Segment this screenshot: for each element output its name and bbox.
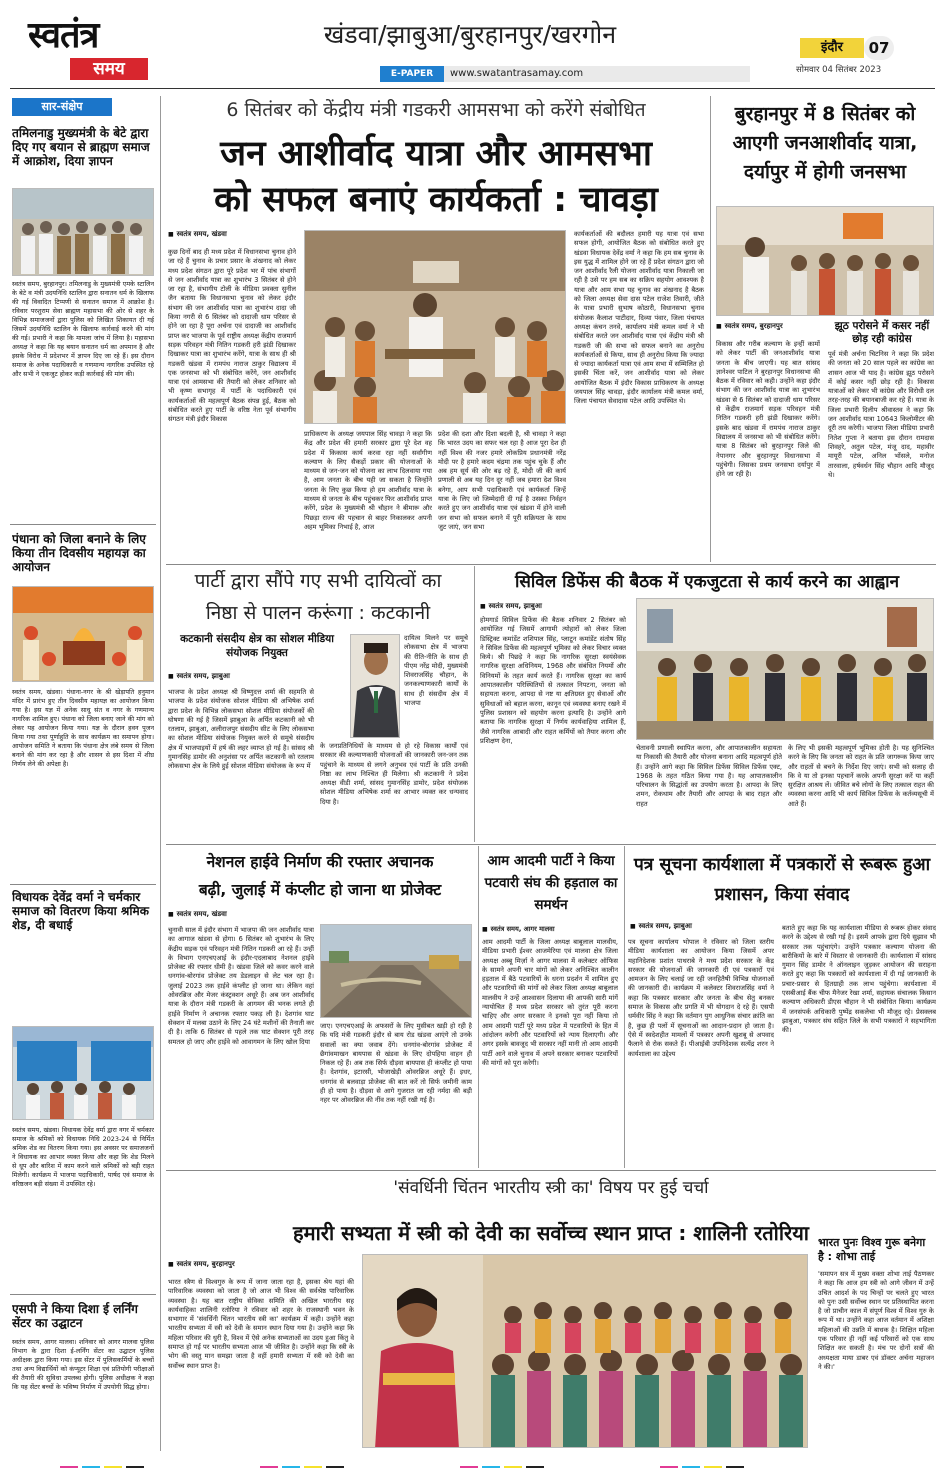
shalini-kicker: 'संवर्धिनी चिंतन भारतीय स्त्री का' विषय पर हुई चर्चा	[393, 1178, 709, 1198]
shalini-sidebar-box	[816, 1234, 936, 1448]
issue-date: सोमवार 04 सितंबर 2023	[796, 65, 882, 75]
sidebar-divider	[10, 524, 156, 525]
civil-defence-story	[478, 568, 936, 840]
shalini-side-headline: भारत पुनः विश्व गुरू बनेगा है : शोभा ताई	[818, 1236, 926, 1263]
section-rule	[166, 1170, 936, 1171]
sidebar-story2-photo	[12, 586, 154, 682]
highway-byline: ■ स्वतंत्र समय, खंडवा	[168, 910, 227, 919]
masthead	[0, 0, 945, 90]
sidebar-divider	[10, 1294, 156, 1295]
group-photo-image	[13, 189, 154, 276]
aap-story	[482, 848, 620, 1166]
training-photo-image	[637, 599, 934, 740]
highway-column-1: चुनावी साल में इंदौर संभाग में भाजपा की जन आशीर्वाद यात्रा का आगाज खंडवा से होगा। 6 सितंबर को शुभारंभ के लिए केंद्रीय सड़क एवं परिवहन मंत्री नितिन गडकरी आ रहे हैं। उन्हीं के विभाग एनएचएआई के इंदौर-एदलाबाद नेशनल हाईवे प्रोजेक्ट की रफ्तार धीमी है। खंडवा जिले को कवर करने वाले धनगांव-बोरगांव प्रोजेक्ट तय डेडलाइन से लेट चल रहा है। जुलाई 2023 तक हाईवे कंप्लीट हो जाना था। लेकिन वहां ओवरब्रिज और मेजर कंस्ट्रक्शन अधूरे हैं। अब जन आशीर्वाद यात्रा के दौरान मंत्री गडकरी के आगमन की भनक लगते ही हाईवे निर्माण ने अचानक रफ्तार पकड़ ली है। देशगांव घाट सेक्शन में मलबा उठाने के लिए 24 घंटे मशीनों की तैनाती कर दी है। ताकि 6 सितंबर से पहले तक घाट सेक्शन पूरी तरह समतल हो जाए और हाईवे को आवागमन के लिए खोल दिया	[168, 926, 314, 1046]
highway-story	[166, 848, 474, 1166]
highway-right-rule	[478, 846, 479, 1168]
sidebar-story4-headline: एसपी ने किया दिशा ई लर्निंग सेंटर का उद्घाटन	[12, 1302, 138, 1330]
katkani-column-1: भाजपा के प्रदेश अध्यक्ष श्री विष्णुदत्त शर्मा की सहमति से भाजपा के प्रदेश संयोजक सोशल मीडिया श्री अभिषेक शर्मा द्वारा प्रदेश के विभिन्न लोकसभा सोशल मीडिया संयोजकों की घोषणा की गई है जिसमें झाबुआ के अर्पित कटकानी को भी रतलाम, झाबुआ, अलीराजपुर संसदीय सीट के लिए लोकसभा का सोशल मीडिया संयोजक नियुक्त करने से समूचे संसदीय क्षेत्र में भाजपाइयों में हर्ष की लहर व्याप्त हो गई है। सांसद श्री गुमानसिंह डामोर की अनुशंसा पर अर्पित कटकानी को रतलाम लोकसभा क्षेत्र के लिये हुई सोशल मीडिया संयोजक के रूप में	[168, 688, 314, 771]
cities-banner: खंडवा/झाबुआ/बुरहानपुर/खरगोन	[323, 20, 617, 49]
highway-headline-line2: बढ़ी, जुलाई में कंप्लीट हो जाना था प्रोजेक्ट	[198, 881, 442, 899]
edition-name: इंदौर	[800, 38, 864, 58]
logo-top: स्वतंत्र	[28, 15, 99, 56]
sidebar-story3-text: स्वतंत्र समय, खंडवा। विधायक देवेंद्र वर्मा द्वारा नगर में चर्मकार समाज के श्रमिकों को विधायक निधि 2023-24 से निर्मित श्रमिक शेड का वितरण किया गया। इस अवसर पर समाजजनों ने विधायक का आभार व्यक्त किया और कहा कि शेड मिलने से धूप और बारिश में काम करने वाले श्रमिकों को बड़ी राहत मिलेगी। कार्यक्रम में भाजपा पदाधिकारी, पार्षद एवं समाज के वरिष्ठजन बड़ी संख्या में उपस्थित रहे।	[12, 1126, 154, 1188]
aap-headline: आम आदमी पार्टी ने किया पटवारी संघ की हड़ताल का समर्थन	[484, 853, 618, 913]
lead-column-4: कार्यकर्ताओं की बदौलत हमारी यह यात्रा एवं सभा सफल होगी, आयोजित बैठक को संबोधित करते हुए खंडवा विधायक देवेंद्र वर्मा ने कहा कि हम सब चुनाव के इस युद्ध में शामिल होने जा रहे हैं प्रदेश संगठन द्वारा जो जन आशीर्वाद रैली योजना आशीर्वाद यात्रा निकाली जा रही है उसे पर हम सब का सक्रिय सहयोग आवश्यक है यात्रा और आम सभा यह चुनाव का शंखनाद है बैठक को जिला अध्यक्ष सेवा दास पटेल राजेश तिवारी, जीते के यात्रा प्रभारी सुभाष कोठारी, विधानसभा चुनाव संयोजक कैलाश पाटीदार, दिव्या पंवार, जिला पंचायत अध्यक्ष कंचन तनवे, कार्यालय मंत्री कमल वर्मा ने भी संबोधित करते जन आशीर्वाद यात्रा एवं केंद्रीय मंत्री श्री गडकरी जी की सभा को सफल बनाने का अनुरोध कार्यकर्ताओं से किया, साथ ही अनुरोध किया कि ज्यादा से ज्यादा कार्यकर्ता यात्रा एवं आम सभा में सम्मिलित हो इसकी चिंता करें, जन आशीर्वाद यात्रा को लेकर आयोजित बैठक में इंदौर विकास प्राधिकरण के अध्यक्ष जयपाल सिंह चावड़ा, इंदौर कार्यालय मंत्री कमल वर्मा, जिला पंचायत सेवादास पटेल आदि उपस्थित थे।	[574, 230, 704, 406]
sidebar-story1-photo	[12, 188, 154, 276]
katkani-column-2a: दायित्व मिलने पर समूचे लोकसभा क्षेत्र में भाजपा की रीति-नीति के साथ ही पीएम नरेंद्र मोदी, मुख्यमंत्री शिवराजसिंह चौहान, के जनकल्याणकारी कार्यों के साथ ही संसदीय क्षेत्र में भाजपा	[404, 634, 468, 708]
logo-bottom: समय	[70, 58, 148, 80]
aap-right-rule	[624, 846, 625, 1168]
audience-photo-image	[363, 1255, 808, 1448]
shalini-story	[166, 1174, 936, 1452]
shalini-column-1: भारत स्त्रैण से विश्वगुरु के रूप में जाना जाता रहा है, इसका श्रेय यहां की पारिवारिक व्यवस्था को जाता है जो आज भी विश्व की सर्वश्रेष्ठ पारिवारिक व्यवस्था है। यह बात राष्ट्रीय सेविका समिति की अखिल भारतीय सह कार्यवाहिका शालिनी रतोरिया ने रविवार को शहर के राजस्थानी भवन के सभागार में 'संवर्धिनी चिंतन भारतीय स्त्री का' कार्यक्रम में कही। उन्होंने कहा भारतीय सभ्यता में स्त्री को देवी के समान स्थान दिया गया है। उन्होंने कहा कि महिला परिवार की धुरी है, विश्व में ऐसे अनेक सभ्यताओं का उदय हुआ किंतु वे समाप्त हो गईं पर भारतीय सभ्यता आज भी जीवित है। उन्होंने कहा कि स्त्री के भोग की वस्तु मान समझा जाता है वहीं हमारी सभ्यता में स्त्री को देवी का सर्वोच्च स्थान प्राप्त है।	[168, 1278, 354, 1370]
sidebar-story3-photo	[12, 1026, 154, 1120]
civil-column-3: के लिए भी इसकी महत्वपूर्ण भूमिका होती है। यह सुनिश्चित करने के लिए कि जनता को राहत के प्रति जागरूक किया जाए और राहतों से बचने के निर्देश दिए जाएं। सभी को सलाह दी कि वे या तो इनका पहचानें करके अपनी सुरक्षा करें या कहीं सुरक्षित आश्रय लें। जीवित बचे लोगों के लिए तत्काल राहत की व्यवस्था करना आदि भी कार्य सिविल डिफेंस के कर्तव्यसूची में आते हैं।	[788, 744, 934, 808]
lead-photo	[304, 230, 566, 424]
press-headline: पत्र सूचना कार्यशाला में पत्रकारों से रूबरू हुआ प्रशासन, किया संवाद	[633, 855, 931, 905]
sidebar-story4-text: स्वतंत्र समय, आगर मालवा। शनिवार को आगर मालवा पुलिस विभाग के द्वारा दिशा ई-लर्निंग सेंटर का उद्घाटन पुलिस अधीक्षक द्वारा किया गया। इस सेंटर में पुलिसकर्मियों के बच्चों तथा अन्य विद्यार्थियों को कंप्यूटर शिक्षा एवं प्रतियोगी परीक्षाओं की तैयारी की सुविधा उपलब्ध होगी। पुलिस अधीक्षक ने कहा कि यह सेंटर बच्चों के भविष्य निर्माण में उपयोगी सिद्ध होगा।	[12, 1338, 154, 1391]
highway-headline-line1: नेशनल हाईवे निर्माण की रफ्तार अचानक	[206, 853, 434, 871]
sidebar-story2-headline: पंधाना को जिला बनाने के लिए किया तीन दिवसीय महायज्ञ का आयोजन	[12, 532, 146, 574]
civil-byline: ■ स्वतंत्र समय, झाबुआ	[480, 602, 542, 611]
sidebar-story1-headline: तमिलनाडु मुख्यमंत्री के बेटे द्वारा दिए गए बयान से ब्राह्मण समाज में आक्रोश, दिया ज्ञापन	[12, 126, 150, 168]
shalini-photo	[362, 1254, 808, 1448]
epaper-bar	[380, 66, 750, 82]
burhanpur-column-1: विकास और गरीब कल्याण के इन्हीं कामों को लेकर पार्टी की जनआशीर्वाद यात्रा जनता के बीच जाएगी। यह बात सांसद ज्ञानेश्वर पाटिल ने बुरहानपुर विधानसभा की बैठक में रविवार को कही। उन्होंने कहा इंदौर संभाग की जन आशीर्वाद यात्रा का शुभारंभ खंडवा से 6 सितंबर को दादाजी धाम परिसर से केंद्रीय राजमार्ग सड़क परिवहन मंत्री नितिन गडकरी हरी झंडी दिखाकर करेंगे। इसके बाद खंडवा में रामपंथ नाराज ठाकुर विद्यालय में जनसभा को भी संबोधित करेंगे। यात्रा 8 सितंबर को बुरहानपुर जिले की नेपानगर और बुरहानपुर विधानसभा में पहुंचेगी। जिसका प्रथम जनसभा दर्यापुर में होने जा रही है।	[716, 340, 820, 479]
lead-column-3: प्रदेश की दशा और दिशा बदली है, श्री चावड़ा ने कहा कि भारत उदय का सफर चल रहा है आज पूरा देश ही नहीं विश्व की नजर हमारे लोकप्रिय प्रधानमंत्री नरेंद्र मोदी पर है हमारे कदम चंद्रमा तक पहुंच चुके हैं और अब हम सूर्य की ओर बढ़ रहे हैं, मोदी जी की कार्य प्रणाली से अब यह दिन दूर नहीं जब हमारा देश विश्व बनेगा, आप सभी पदाधिकारी एवं कार्यकर्ता जिन्हें यात्रा के लिए जो जिम्मेदारी दी गई है उसका निर्वहन करते हुए जन आशीर्वाद यात्रा एवं खंडवा में होने वाली जन सभा को सफल बनाने में पूरी सक्रियता के साथ जुट जाएं, जन सभा	[438, 430, 566, 531]
sidebar-story3-headline: विधायक देवेंद्र वर्मा ने चर्मकार समाज को वितरण किया श्रमिक शेड, दी बधाई	[12, 890, 149, 932]
press-column-1: पत्र सूचना कार्यालय भोपाल ने रविवार को जिला स्तरीय मीडिया कार्यशाला का आयोजन किया जिसमें अपर महानिदेशक प्रशांत पाथराबे ने मध्य प्रदेश सरकार के केंद्र सरकार की योजनाओं की जानकारी दी एवं पत्रकारों एवं आमजन के लिए चलाई जा रही जनहितैषी विभिन्न योजनाओं की जानकारी दी। कार्यक्रम में कलेक्टर शिवराजसिंह वर्मा ने कहा कि पत्रकार सरकार और जनता के बीच सेतु बनकर समाज के विकास और प्रगति में भी योगदान दे रहे हैं। एसपी धर्मवीर सिंह ने कहा कि वर्तमान युग आधुनिक संचार क्रांति का है, कुछ ही पलों में सूचनाओं का आदान-प्रदान हो जाता है। ऐसे में स्वदेशहीत मामलों में पत्रकार अपनी खुशबू से अपवाद फैलाने से रोक सकते हैं। पीआईबी उपनिदेशक सत्येंद्र शरन ने कार्यशाला का उद्देश्य	[628, 938, 774, 1058]
aap-column-1: आम आदमी पार्टी के जिला अध्यक्ष बाबूलाल मालवीय, मीडिया प्रभारी ईश्वर आजमेरिया एवं मालवा क्षेत्र जिला अध्यक्ष अब्बू मिर्ज़ा ने आगर मालवा में कलेक्टर ऑफिस के सामने अपनी चार मांगों को लेकर अनिश्चित कालीन हड़ताल में बैठे पटवारियों के धरना प्रदर्शन में शामिल हुए और पटवारियों की मांगों को लेकर जिला अध्यक्ष बाबूलाल मालवीय ने उन्हें आश्वासन दिलाया की आपकी सारी मांगें न्यायोचित हैं मध्य प्रदेश सरकार को तुरंत पूरी करना चाहिए और अगर सरकार ने इनको पूरा नहीं किया तो आम आदमी पार्टी पूरे मध्य प्रदेश में पटवारियों के हित में आंदोलन करेगी और पटवारियों को न्याय दिलाएगी। और अगर इसके बावजूद भी सरकार नहीं मानी तो आम आदमी पार्टी आने वाले चुनाव में अपने सरकार बनाकर पटवारियों की मांगों को पूरा करेगी।	[482, 938, 618, 1067]
sidebar-story2-text: स्वतंत्र समय, खंडवा। पंधाना-नगर के श्री खेड़ापति हनुमान मंदिर में प्रारंभ हुए तीन दिवसीय महायज्ञ का आयोजन किया गया है। इस यज्ञ में अनेक साधु संत व नगर के गणमान्य नागरिक शामिल हुए। पंधाना को जिला बनाए जाने की मांग को लेकर यह आयोजन किया गया। यज्ञ के दौरान हवन पूजन किया गया तथा पूर्णाहुति के साथ कार्यक्रम का समापन होगा। आयोजन समिति ने बताया कि पंधाना क्षेत्र लंबे समय से जिला बनाने की मांग कर रहा है और शासन से इस दिशा में शीघ्र निर्णय लेने की अपेक्षा है।	[12, 688, 154, 768]
highway-photo	[320, 924, 472, 1018]
katkani-story	[166, 568, 470, 840]
burhanpur-headline: बुरहानपुर में 8 सितंबर को आएगी जनआशीर्वाद यात्रा, दर्यापुर में होगी जनसभा	[732, 103, 918, 183]
sidebar-column-rule	[160, 96, 161, 1451]
portrait-image	[351, 635, 400, 738]
katkani-headline: निष्ठा से पालन करूंगा : कटकानी	[205, 602, 431, 624]
construction-photo-image	[321, 925, 472, 1018]
lead-byline: ■ स्वतंत्र समय, खंडवा	[168, 230, 227, 239]
katkani-right-rule	[474, 566, 475, 842]
sidebar-story1-text: स्वतंत्र समय, बुरहानपुर। तमिलनाडु के मुख्यमंत्री एमके स्टालिन के बेटे व मंत्री उदयनिधि स्टालिन द्वारा सनातन धर्म के खिलाफ की गई विवादित टिप्पणी से सनातन समाज में आक्रोश है। रविवार परशुराम सेवा ब्राह्मण महासभा की ओर से शहर के विभिन्न समाजजनों द्वारा पुलिस को लिखित शिकायत दी गई जिसमें उदयनिधि स्टालिन के खिलाफ कार्रवाई करने की मांग की गई। प्रभारी ने कहा कि मामला जांच में लिया है। महासभा अध्यक्ष ने कहा कि यह बयान सनातन धर्म का अपमान है और इसके विरोध में प्रदेशभर में ज्ञापन दिए जा रहे हैं। इस दौरान समाज के अनेक पदाधिकारी व गणमान्य नागरिक उपस्थित रहे और सभी ने एकजुट होकर कड़ी कार्रवाई की मांग की।	[12, 280, 154, 378]
civil-headline: सिविल डिफेंस की बैठक में एकजुटता से कार्य करने का आह्वान	[514, 572, 900, 592]
section-rule	[166, 564, 936, 565]
shed-photo-image	[13, 1027, 154, 1120]
burhanpur-column-2: पूर्व मंत्री अर्चना चिटनिस ने कहा कि प्रदेश की जनता को 20 साल पहले का कांग्रेस का शासन आज भी याद है। कांग्रेस झूठ परोसने में कोई कसर नहीं छोड़ रही है। विकास यात्राओं को लेकर भी कांग्रेस और विरोधी दल तरह-तरह की बयानबाजी कर रहे हैं। यात्रा के जिला प्रभारी दिलीप श्रीवास्तव ने कहा कि जन आशीर्वाद यात्रा 10643 किलोमीटर की दूरी तय करेगी। भाजपा जिला मीडिया प्रभारी नितेश गुप्ता ने बताया इस दौरान रामदास शिवहरे, अतुल पटेल, मंजू दाद, महावीर मायूरी पटेल, अनिल भोंसले, मनोज तारवाला, हर्षवर्धन सिंह चौहान आदि मौजूद थे।	[828, 350, 934, 479]
yagna-photo-image	[13, 587, 154, 682]
katkani-byline: ■ स्वतंत्र समय, झाबुआ	[168, 672, 230, 681]
press-story	[628, 848, 936, 1166]
katkani-kicker: पार्टी द्वारा सौंपे गए सभी दायित्वों का	[194, 570, 442, 592]
civil-column-2: चेतावनी प्रणाली स्थापित करना, और आपातकालीन सहायता या निकासी की तैयारी और योजना बनाना आदि महत्वपूर्ण होते हैं। उन्होंने आगे कहा कि सिविल डिफेंस सिविल डिफेंस एक्ट, 1968 के तहत गठित किया गया है। यह आपातकालीन परिचालन के सिद्धांतों का उपयोग करता है। आपदा के लिए शमन, रोकथाम और तैयारी और आपदा के बाद राहत और राहत	[636, 744, 782, 808]
website-link[interactable]: www.swatantrasamay.com	[450, 68, 584, 79]
burhanpur-photo	[716, 206, 934, 316]
press-column-2: बताते हुए कहा कि यह कार्यशाला मीडिया से रूबरू होकर संवाद करने के उद्देश्य से रखी गई है। इसमें आपके द्वारा दिये सुझाव भी सरकार तक पहुंचाएंगे। उन्होंने पत्रकार कल्याण योजना की बारीकियों के बारे में विस्तार से जानकारी दी। कार्यशाला में सांसद गुमान सिंह डामोर ने ऑनलाइन जुड़कर आयोजन की सराहना करते हुए कहा कि पत्रकारों को कार्यशाला में दी गई जानकारी के प्रचार-प्रसार से हितग्राही तक लाभ पहुंचेगा। कार्यशाला में एसबीआई बैंक चीफ मैनेजर रेखा शर्मा, सहायक संचालक किसान कल्याण अधिकारी डीएस चौहान ने भी संबोधित किया। कार्यक्रम में जनसंपर्क अधिकारी पुष्पेंद्र सकलेचा भी मौजूद रहे। प्रेसक्लब झाबुआ, पत्रकार संघ सहित जिले के सभी पत्रकारों ने सहभागिता की।	[782, 924, 936, 1035]
civil-column-1: होमगार्ड सिविल डिफेंस की बैठक शनिवार 2 सितंबर को आयोजित गई जिसमें आगामी त्योहारों को लेकर जिला डिस्ट्रिक्ट कमांडेंट शशिपाल सिंह, प्लाटून कमांडेंट संतोष सिंह ने सिविल डिफेंस की महत्वपूर्ण भूमिका को लेकर विचार व्यक्त किये। श्री पिछड़े ने कहा कि नागरिक सुरक्षा स्वयंसेवक नागरिक सुरक्षा अधिनियम, 1968 और संबंधित नियमों और विनियमों के तहत कार्य करते हैं। नागरिक सुरक्षा का कार्य आपातकालीन परिस्थितियों से तत्काल निपटना, जनता को सहायता करना, आपदा से नष्ट या क्षतिग्रस्त हुए सेवाओं और सुविधाओं को बहाल करना, कानून एवं व्यवस्था बनाए रखने में पुलिस प्रशासन को सहयोग करना इत्यादि है। उन्होंने आगे बताया कि नागरिक सुरक्षा में निर्णय कार्यवाहिया शामिल हैं, जैसे नागरिक आबादी और राहत कर्मियों को तैयार करना और प्रशिक्षण देना,	[480, 616, 626, 745]
burhanpur-byline: ■ स्वतंत्र समय, बुरहानपुर	[716, 322, 783, 331]
burhanpur-subheadline: झूठ परोसने में कसर नहीं छोड़ रही कांग्रेस	[834, 320, 930, 345]
burhanpur-story	[714, 96, 936, 562]
highway-column-2: जाए। एनएचएआई के अफसरों के लिए मुसीबत खड़ी हो रही है कि यदि मंत्री गडकरी इंदौर से बाय रोड खंडवा आएंगे तो उनके सवालों का क्या जवाब देंगे। धनगांव-बोरगांव प्रोजेक्ट में छैगांवमाखन बायपास से खंडवा के लिए दोपहिया वाहन ही निकल रहे हैं। अब तक सिर्फ दौड़वा बायपास ही कंप्लीट हो पाया है। देशगांव, इटारसी, भोजाखेड़ी ओवरब्रिज अधूरे हैं। इधर, धनगांव से बलवाड़ा प्रोजेक्ट की बात करें तो सिर्फ जमीनी काम ही हो पाया है। दौड़वा से आगे गुजरात जा रही नर्मदा की बड़ी नहर पर ओवरब्रिज की नींव तक नहीं रखी गई है।	[320, 1022, 472, 1105]
masthead-rule	[10, 88, 935, 89]
lead-column-1: कुछ दिनों बाद ही मध्य प्रदेश में विधानसभा चुनाव होने जा रहे हैं चुनाव के प्रचार प्रसार के शंखनाद को लेकर मध्य प्रदेश संगठन द्वारा पूरे प्रदेश भर में पांच संभागों से जन आशीर्वाद यात्रा का शुभारंभ 3 सितंबर से होने जा रहा है, संभागीय टोली के मीडिया प्रवक्ता सुनील जैन बताया कि विधानसभा चुनाव को लेकर इंदौर संभाग की जन आशीर्वाद यात्रा का शुभारंभ दादा जी किया नगरी से 6 सितंबर को दादाजी धाम परिसर से होने जा रहा है पूरा अर्चना एवं दादाजी का आशीर्वाद प्राप्त कर भाजपा के पूर्व राष्ट्रीय अध्यक्ष केंद्रीय राजमार्ग सड़क परिवहन मंत्री नितिन गडकरी हरी झंडी दिखाकर दिखाकर यात्रा का शुभारंभ करेंगे, यात्रा के साथ ही श्री गडकरी खंडवा में रामपंथ नाराज ठाकुर विद्यालय में एक जनसभा को भी संबोधित करेंगे, जन आशीर्वाद यात्रा एवं आमसभा की तैयारी को लेकर शनिवार को भी कृष्ण सभागृह में पार्टी के पदाधिकारी एवं कार्यकर्ताओं की महत्वपूर्ण बैठक संपन्न हुई, बैठक को संबोधित करते हुए पार्टी के वरिष्ठ नेता पूर्व संभागीय संगठन मंत्री इंदौर विकास	[168, 248, 296, 424]
gathering-photo-image	[717, 207, 934, 316]
aap-byline: ■ स्वतंत्र समय, आगर मालवा	[482, 924, 555, 933]
logo	[28, 16, 156, 86]
epaper-label: E-PAPER	[380, 66, 444, 82]
katkani-portrait	[350, 634, 400, 738]
katkani-subheadline: कटकानी संसदीय क्षेत्र का सोशल मीडिया संयोजक नियुक्त	[180, 633, 334, 659]
lead-right-rule	[710, 96, 711, 562]
lead-kicker: 6 सितंबर को केंद्रीय मंत्री गडकरी आमसभा को करेंगे संबोधित	[226, 99, 646, 121]
sidebar	[10, 96, 156, 1451]
sidebar-divider	[10, 884, 156, 885]
shalini-side-text: 'समापन सत्र में मुख्य वक्ता शोभा ताई पैठणकर ने कहा कि आज हम स्त्री को आगे जीवन में उन्हें उचित आदर्श के पद चिन्हों पर चलते हुए भारत को पुनः उसी सर्वोच्च स्थान पर प्रतिस्थापित करना है जो प्राचीन काल में संपूर्ण विश्व में विश्व गुरु के रूप में था। उन्होंने कहा आज वर्तमान में अशिक्षा महिलाओं की उन्नति में बाधक है। शिक्षित महिला एक परिवार ही नहीं कई परिवारों को एक साथ शिक्षित कर सकती है। मंच पर दोनों सत्रों की अध्यक्षता माया डाबर एवं डॉक्टर अर्चना महाजन ने की।'	[818, 1270, 934, 1371]
section-rule	[166, 844, 936, 845]
sidebar-tag: सार-संक्षेप	[12, 98, 112, 116]
shalini-byline: ■ स्वतंत्र समय, बुरहानपुर	[168, 1260, 235, 1269]
lead-headline-line1: जन आशीर्वाद यात्रा और आमसभा	[220, 134, 652, 174]
lead-headline-line2: को सफल बनाएं कार्यकर्ता : चावड़ा	[214, 180, 658, 220]
meeting-photo-image	[305, 231, 566, 424]
katkani-column-2b: के जनप्रतिनिधियों के माध्यम से हो रहे विकास कार्यों एवं सरकार की कल्याणकारी योजनाओं की जानकारी जन-जन तक पहुंचाने के माध्यम से लगने अनुभव एवं पार्टी के प्रति उनकी निष्ठा का लाभ निश्चित ही मिलेगा। श्री कटकानी ने प्रदेश अध्यक्ष वीडी शर्मा, सांसद गुमानसिंह डामोर, प्रदेश संयोजक सोशल मीडिया अभिषेक शर्मा का आभार व्यक्त कर धन्यवाद दिया है।	[320, 742, 468, 806]
print-registration-strip	[60, 1456, 880, 1462]
press-byline: ■ स्वतंत्र समय, झाबुआ	[630, 922, 692, 931]
shalini-headline: हमारी सभ्यता में स्त्री को देवी का सर्वोच्च स्थान प्राप्त : शालिनी रतोरिया	[293, 1221, 809, 1245]
page-number: 07	[864, 36, 894, 60]
lead-column-2: प्राधिकरण के अध्यक्ष जयपाल सिंह चावड़ा ने कहा कि केंद्र और प्रदेश की हमारी सरकार द्वारा पूरे देश वह प्रदेश में किकास कार्य करवा रहा नहीं सर्वांगीण कल्याण के लिए सैकड़ों प्रकार की योजनाओं के माध्यम से जन-जन को योजना का लाभ दिलवाया गया है, आम जनता के बीच यही जा सकता है जिन्होंने जनता के लिए कुछ किया हो हम आशीर्वाद यात्रा के माध्यम से जनता के बीच पहुंचकर फिर आशीर्वाद प्राप्त करेंगे, प्रदेश के मुख्यमंत्री श्री चौहान ने बीमारू और पिछड़ा राज्य की पहचान से बाहर निकालकर अपनी अहम भूमिका निभाई है, आज	[304, 430, 432, 531]
civil-photo	[636, 598, 934, 740]
lead-story	[166, 94, 706, 562]
